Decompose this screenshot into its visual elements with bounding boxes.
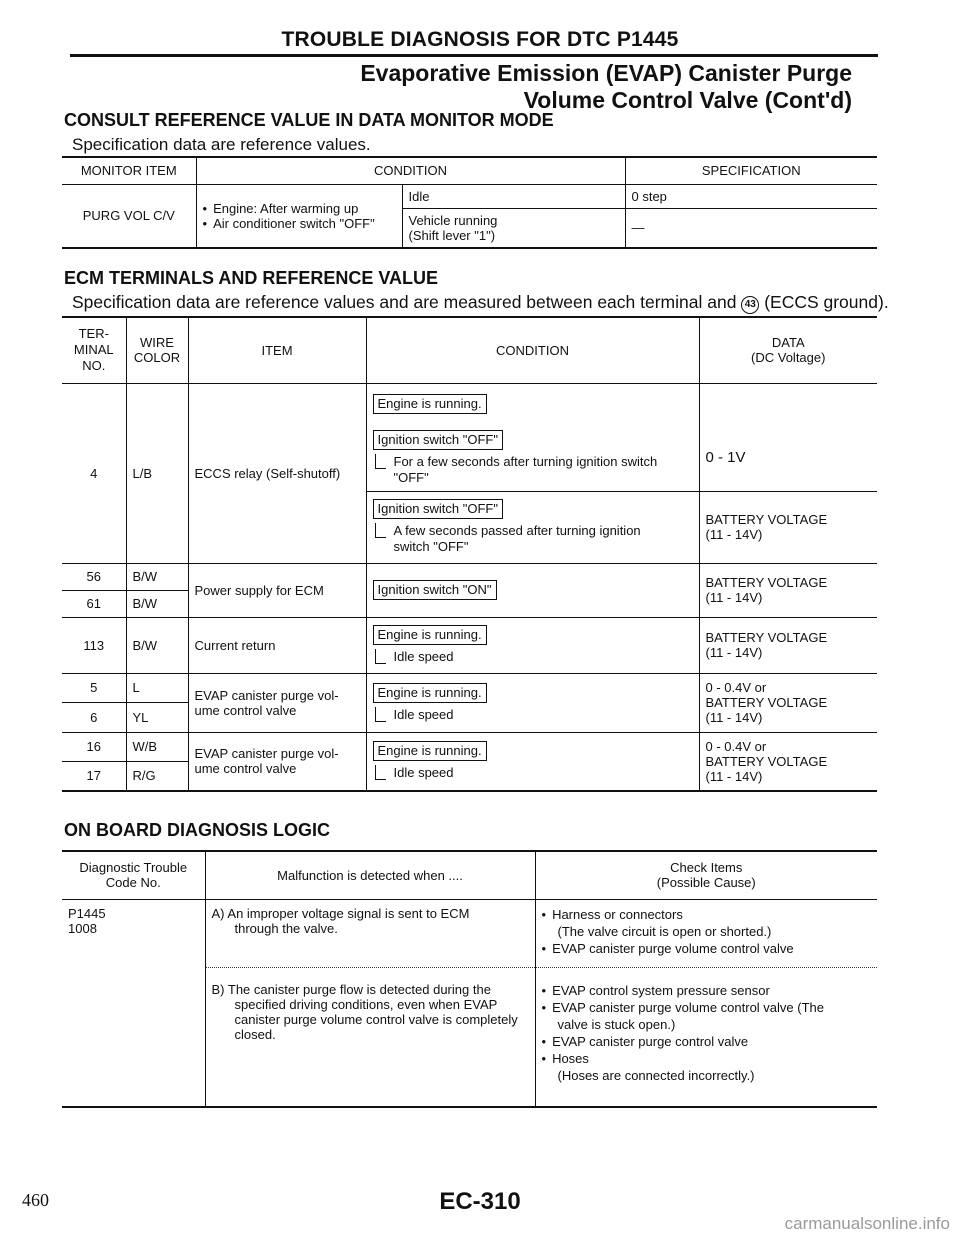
- data-113: [699, 617, 877, 673]
- data-4c: [699, 491, 877, 563]
- ecm-terminal-table: [62, 316, 877, 792]
- condition-sub-text: Idle speed: [393, 706, 454, 722]
- condition-sub: [373, 649, 693, 665]
- condition-main: [196, 184, 402, 248]
- item-line: EVAP canister purge vol-: [194, 687, 339, 703]
- col-code-2: Code No.: [105, 875, 161, 891]
- item-113: Current return: [188, 617, 366, 673]
- terminal-113: 113: [62, 617, 126, 673]
- check-items-b: [535, 967, 877, 1107]
- wire-113: B/W: [126, 617, 188, 673]
- elbow-connector-icon: [375, 523, 386, 538]
- ecm-note-ground: (ECCS ground).: [764, 292, 889, 312]
- section-page-code: EC-310: [439, 1188, 521, 1215]
- subtitle-line-2: Volume Control Valve (Cont'd): [523, 87, 852, 113]
- wire-56: B/W: [126, 563, 188, 590]
- data-line: 0 - 0.4V or: [705, 680, 767, 695]
- condition-sub-text: switch "OFF": [393, 539, 469, 554]
- data-line: BATTERY VOLTAGE: [705, 512, 828, 527]
- ecm-note-text: Specification data are reference values and are measured between each terminal and: [72, 292, 737, 312]
- spec-idle: 0 step: [625, 184, 877, 208]
- condition-4a: [366, 383, 699, 425]
- condition-sub: [373, 454, 693, 486]
- item-line: ume control valve: [194, 702, 297, 718]
- col-data: [699, 317, 877, 383]
- check-items-a: [535, 899, 877, 967]
- obd-heading: ON BOARD DIAGNOSIS LOGIC: [64, 820, 331, 840]
- consult-note: Specification data are reference values.: [72, 135, 371, 154]
- condition-sub-text: Idle speed: [393, 649, 454, 664]
- terminal-5: 5: [62, 673, 126, 702]
- malfunction-a: [205, 899, 535, 967]
- subtitle-line-1: Evaporative Emission (EVAP) Canister Purge: [360, 60, 852, 86]
- condition-4c: [366, 491, 699, 563]
- condition-running-line-2: (Shift lever "1"): [408, 227, 496, 243]
- condition-sub-text: For a few seconds after turning ignition switch: [393, 453, 658, 469]
- data-line: BATTERY VOLTAGE: [705, 695, 828, 710]
- condition-running-line-1: Vehicle running: [408, 212, 498, 228]
- col-terminal: [62, 317, 126, 383]
- col-data-1: DATA: [771, 335, 805, 351]
- ecm-note: [72, 292, 889, 314]
- check-item-detail: valve is stuck open.): [557, 1016, 676, 1032]
- check-item-detail: (The valve circuit is open or shorted.): [557, 923, 772, 939]
- trouble-code-line: P1445: [68, 905, 106, 921]
- item-4: ECCS relay (Self-shutoff): [188, 383, 366, 563]
- condition-56-61: [366, 563, 699, 617]
- malfunction-line: canister purge volume control valve is completely: [234, 1011, 518, 1027]
- condition-box: Engine is running.: [373, 683, 487, 703]
- col-condition: CONDITION: [196, 157, 625, 184]
- check-item: • EVAP control system pressure sensor: [542, 982, 872, 999]
- col-terminal-1: TER-: [78, 326, 109, 342]
- malfunction-line: B) The canister purge flow is detected during the: [211, 981, 491, 997]
- wire-16: W/B: [126, 732, 188, 761]
- wire-5: L: [126, 673, 188, 702]
- consult-heading: CONSULT REFERENCE VALUE IN DATA MONITOR MODE: [64, 110, 554, 130]
- elbow-connector-icon: [375, 765, 386, 780]
- data-line: BATTERY VOLTAGE: [705, 575, 828, 590]
- condition-running: [402, 208, 625, 248]
- terminal-6: 6: [62, 702, 126, 732]
- col-trouble-code: [62, 851, 205, 899]
- item-56-61: Power supply for ECM: [188, 563, 366, 617]
- col-code-1: Diagnostic Trouble: [79, 860, 188, 876]
- condition-sub-text: Idle speed: [393, 765, 454, 781]
- ecm-heading: ECM TERMINALS AND REFERENCE VALUE: [64, 268, 439, 288]
- terminal-4: 4: [62, 383, 126, 563]
- page-section-title: TROUBLE DIAGNOSIS FOR DTC P1445: [281, 28, 679, 51]
- terminal-17: 17: [62, 761, 126, 791]
- condition-sub-text: "OFF": [393, 469, 429, 485]
- check-item: • EVAP canister purge volume control valve: [542, 940, 872, 957]
- page-subtitle: [360, 60, 852, 114]
- data-line: (11 - 14V): [705, 710, 763, 725]
- data-line: (11 - 14V): [705, 527, 763, 542]
- malfunction-line: specified driving conditions, even when EVAP: [234, 996, 498, 1012]
- item-16-17: [188, 732, 366, 791]
- wire-4: L/B: [126, 383, 188, 563]
- condition-box: Ignition switch "OFF": [373, 499, 504, 519]
- elbow-connector-icon: [375, 649, 386, 664]
- check-item: • Hoses: [542, 1050, 872, 1067]
- col-terminal-3: NO.: [82, 358, 106, 374]
- ground-terminal-badge: 43: [741, 296, 759, 314]
- malfunction-line: closed.: [234, 1026, 276, 1042]
- condition-box: Engine is running.: [373, 625, 487, 645]
- data-line: BATTERY VOLTAGE: [705, 753, 828, 769]
- condition-line-1: • Engine: After warming up: [203, 201, 396, 216]
- terminal-61: 61: [62, 590, 126, 617]
- wire-61: B/W: [126, 590, 188, 617]
- consult-table: [62, 156, 877, 249]
- item-line: ume control valve: [194, 761, 297, 777]
- data-line: (11 - 14V): [705, 768, 763, 784]
- check-item: • Harness or connectors: [542, 906, 872, 923]
- wire-17: R/G: [126, 761, 188, 791]
- condition-sub: [373, 523, 693, 555]
- condition-sub: [373, 765, 693, 781]
- condition-box: Engine is running.: [373, 741, 487, 761]
- col-item: ITEM: [188, 317, 366, 383]
- col-malfunction: Malfunction is detected when ....: [205, 851, 535, 899]
- malfunction-line: A) An improper voltage signal is sent to ECM: [211, 905, 470, 921]
- elbow-connector-icon: [375, 707, 386, 722]
- col-check-2: (Possible Cause): [656, 875, 756, 891]
- terminal-16: 16: [62, 732, 126, 761]
- spec-running: —: [631, 220, 645, 236]
- condition-sub: [373, 707, 693, 723]
- item-5-6: [188, 673, 366, 732]
- trouble-code-line: 1008: [68, 920, 97, 936]
- data-line: BATTERY VOLTAGE: [705, 630, 828, 645]
- condition-line-2: • Air conditioner switch "OFF": [203, 216, 396, 231]
- col-wire-2: COLOR: [133, 350, 181, 366]
- data-line: 0 - 0.4V or: [705, 738, 767, 754]
- check-item-detail: (Hoses are connected incorrectly.): [557, 1067, 755, 1083]
- condition-box: Engine is running.: [373, 394, 487, 414]
- malfunction-b: [205, 967, 535, 1107]
- col-terminal-2: MINAL: [73, 342, 114, 358]
- trouble-code: [62, 899, 205, 1107]
- condition-113: [366, 617, 699, 673]
- data-4a: [699, 383, 877, 425]
- col-specification: SPECIFICATION: [701, 163, 801, 179]
- data-16-17: [699, 732, 877, 791]
- condition-sub-text: A few seconds passed after turning ignition: [393, 523, 641, 538]
- data-56-61: [699, 563, 877, 617]
- condition-4b: [366, 425, 699, 491]
- check-item: • EVAP canister purge control valve: [542, 1033, 872, 1050]
- condition-box: Ignition switch "OFF": [373, 430, 504, 450]
- malfunction-line: through the valve.: [234, 920, 338, 936]
- item-line: EVAP canister purge vol-: [194, 746, 339, 762]
- col-wire-color: [126, 317, 188, 383]
- terminal-56: 56: [62, 563, 126, 590]
- monitor-item: PURG VOL C/V: [62, 184, 196, 248]
- page-number: 460: [22, 1190, 49, 1210]
- data-5-6: [699, 673, 877, 732]
- wire-6: YL: [126, 702, 188, 732]
- condition-box: Ignition switch "ON": [373, 580, 497, 600]
- header-rule: [70, 54, 878, 57]
- condition-5-6: [366, 673, 699, 732]
- col-data-2: (DC Voltage): [751, 350, 826, 366]
- data-line: (11 - 14V): [705, 590, 763, 605]
- col-check-1: Check Items: [670, 860, 743, 876]
- col-check-items: [535, 851, 877, 899]
- check-item: • EVAP canister purge volume control valve (The: [542, 999, 872, 1016]
- watermark: carmanualsonline.info: [784, 1214, 950, 1233]
- obd-logic-table: [62, 850, 877, 1108]
- col-wire-1: WIRE: [140, 335, 174, 351]
- condition-16-17: [366, 732, 699, 791]
- elbow-connector-icon: [375, 454, 386, 469]
- condition-idle: Idle: [402, 184, 625, 208]
- col-monitor-item: MONITOR ITEM: [62, 157, 196, 184]
- col-condition: CONDITION: [366, 317, 699, 383]
- data-4b: 0 - 1V: [705, 449, 746, 467]
- data-line: (11 - 14V): [705, 645, 763, 660]
